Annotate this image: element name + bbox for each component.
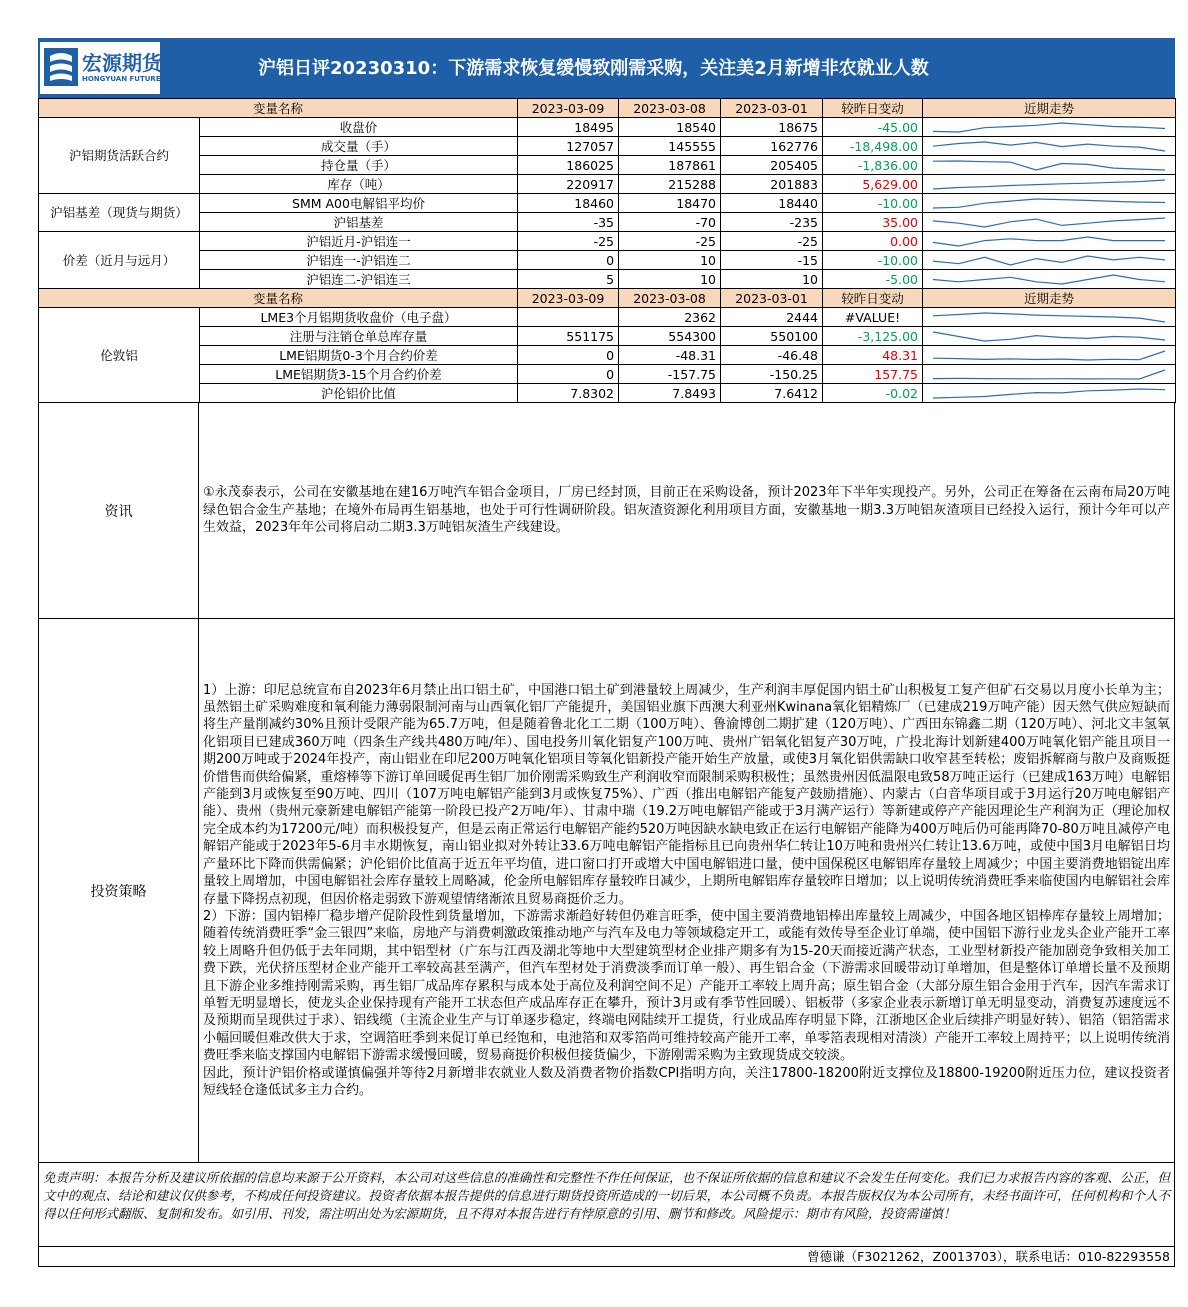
disclaimer: 免责声明：本报告分析及建议所依据的信息均来源于公开资料，本公司对这些信息的准确性和完整性不作任何保证，也不保证所依据的信息和建议不会发生任何变化。我们已力求报告内容的客观、公正，但文中的观点、结论和建议仅供参考，不构成任何投资建议。投资者依据本报告提供的信息进行期货投资所造成的一切后果，本公司概不负责。本报告版权仅为本公司所有，未经书面许可，任何机构和个人不得以任何形式翻版、复制和发布。如引用、刊发，需注明出处为宏源期货，且不得对本报告进行有悖原意的引用、删节和修改。风险提示：期市有风险，投资需谨慎！ (38, 1163, 1175, 1247)
trend-sparkline (923, 194, 1176, 213)
value-cell: 0 (518, 365, 619, 384)
table-row (39, 270, 1176, 289)
trend-sparkline (923, 365, 1176, 384)
sparkline-chart (923, 233, 1175, 250)
news-section (38, 403, 1175, 619)
change-cell: -10.00 (823, 194, 923, 213)
table-row (39, 232, 1176, 251)
trend-sparkline (923, 270, 1176, 289)
trend-sparkline (923, 118, 1176, 137)
trend-sparkline (923, 232, 1176, 251)
value-cell: -157.75 (619, 365, 721, 384)
change-cell: -45.00 (823, 118, 923, 137)
change-cell: 0.00 (823, 232, 923, 251)
value-cell: -35 (518, 213, 619, 232)
variable-name: SMM A00电解铝平均价 (200, 194, 518, 213)
value-cell: 220917 (518, 175, 619, 194)
variable-name: LME铝期货3-15个月合约价差 (200, 365, 518, 384)
variable-name: LME铝期货0-3个月合约价差 (200, 346, 518, 365)
column-header: 2023-03-01 (721, 289, 823, 308)
sparkline-series (933, 237, 1165, 246)
group-label: 伦敦铝 (39, 308, 200, 403)
group-label: 沪铝期货活跃合约 (39, 118, 200, 194)
column-header: 较昨日变动 (823, 289, 923, 308)
value-cell: 550100 (721, 327, 823, 346)
sparkline-chart (923, 385, 1175, 402)
variable-name: 沪铝连一-沪铝连二 (200, 251, 518, 270)
value-cell: 5 (518, 270, 619, 289)
trend-sparkline (923, 346, 1176, 365)
value-cell: 187861 (619, 156, 721, 175)
hongyuan-logo-icon (44, 48, 78, 86)
value-cell: 7.6412 (721, 384, 823, 403)
sparkline-chart (923, 328, 1175, 345)
trend-sparkline (923, 251, 1176, 270)
change-cell: 157.75 (823, 365, 923, 384)
data-table (38, 98, 1176, 403)
value-cell: 162776 (721, 137, 823, 156)
strategy-section (38, 619, 1175, 1163)
sparkline-chart (923, 252, 1175, 269)
domestic-header-row (39, 99, 1176, 118)
variable-name: 持仓量（手） (200, 156, 518, 175)
sparkline-chart (923, 157, 1175, 174)
change-cell: -10.00 (823, 251, 923, 270)
value-cell: 7.8493 (619, 384, 721, 403)
sparkline-series (933, 332, 1165, 341)
value-cell: -46.48 (721, 346, 823, 365)
value-cell: 554300 (619, 327, 721, 346)
group-label: 价差（近月与远月） (39, 232, 200, 289)
trend-sparkline (923, 137, 1176, 156)
value-cell: -25 (721, 232, 823, 251)
value-cell: -25 (518, 232, 619, 251)
value-cell: -25 (619, 232, 721, 251)
variable-name: 沪铝近月-沪铝连一 (200, 232, 518, 251)
column-header: 2023-03-08 (619, 289, 721, 308)
value-cell: 215288 (619, 175, 721, 194)
column-header: 变量名称 (39, 289, 518, 308)
logo-english-name: HONGYUAN FUTURES (82, 75, 166, 83)
value-cell: 18470 (619, 194, 721, 213)
table-row (39, 156, 1176, 175)
sparkline-series (933, 351, 1165, 360)
analyst-contact: 曾德谦（F3021262，Z0013703），联系电话：010-82293558 (38, 1247, 1175, 1267)
value-cell: 0 (518, 251, 619, 270)
change-cell: 35.00 (823, 213, 923, 232)
value-cell: 201883 (721, 175, 823, 194)
sparkline-series (933, 275, 1165, 284)
report-title: 沪铝日评20230310：下游需求恢复缓慢致刚需采购，关注美2月新增非农就业人数 (258, 58, 929, 79)
column-header: 变量名称 (39, 99, 518, 118)
value-cell: -48.31 (619, 346, 721, 365)
value-cell (518, 308, 619, 327)
value-cell: 2362 (619, 308, 721, 327)
logo-chinese-name: 宏源期货 (82, 51, 162, 75)
sparkline-chart (923, 366, 1175, 383)
trend-sparkline (923, 213, 1176, 232)
trend-sparkline (923, 308, 1176, 327)
lme-header-row (39, 289, 1176, 308)
sparkline-series (933, 123, 1165, 132)
strategy-conclusion: 因此，预计沪铝价格或谨慎偏强并等待2月新增非农就业人数及消费者物价指数CPI指明方向，关注17800-18200附近支撑位及18800-19200附近压力位，建议投资者短线轻仓逢低试多主力合约。 (203, 1065, 1170, 1098)
sparkline-chart (923, 119, 1175, 136)
value-cell: 205405 (721, 156, 823, 175)
table-row (39, 175, 1176, 194)
change-cell: 48.31 (823, 346, 923, 365)
change-cell: -1,836.00 (823, 156, 923, 175)
column-header: 近期走势 (923, 289, 1176, 308)
sparkline-chart (923, 271, 1175, 288)
sparkline-series (933, 389, 1165, 398)
column-header: 近期走势 (923, 99, 1176, 118)
sparkline-series (933, 370, 1165, 379)
column-header: 2023-03-09 (518, 289, 619, 308)
sparkline-chart (923, 347, 1175, 364)
sparkline-series (933, 161, 1165, 170)
column-header: 2023-03-01 (721, 99, 823, 118)
variable-name: 库存（吨） (200, 175, 518, 194)
column-header: 2023-03-08 (619, 99, 721, 118)
table-row (39, 118, 1176, 137)
report-header (38, 38, 1175, 98)
column-header: 2023-03-09 (518, 99, 619, 118)
sparkline-series (933, 256, 1165, 265)
report-sheet (38, 38, 1175, 1267)
strategy-label: 投资策略 (39, 619, 199, 1162)
value-cell: -15 (721, 251, 823, 270)
table-row (39, 308, 1176, 327)
table-row (39, 194, 1176, 213)
column-header: 较昨日变动 (823, 99, 923, 118)
news-label: 资讯 (39, 403, 199, 618)
variable-name: 注册与注销仓单总库存量 (200, 327, 518, 346)
value-cell: 7.8302 (518, 384, 619, 403)
value-cell: 551175 (518, 327, 619, 346)
table-row (39, 384, 1176, 403)
value-cell: 186025 (518, 156, 619, 175)
change-cell: -0.02 (823, 384, 923, 403)
table-row (39, 365, 1176, 384)
value-cell: 145555 (619, 137, 721, 156)
value-cell: 18460 (518, 194, 619, 213)
value-cell: 0 (518, 346, 619, 365)
sparkline-chart (923, 138, 1175, 155)
variable-name: 成交量（手） (200, 137, 518, 156)
sparkline-series (933, 218, 1165, 227)
sparkline-series (933, 180, 1165, 189)
sparkline-series (933, 313, 1165, 322)
change-cell: 5,629.00 (823, 175, 923, 194)
strategy-upstream: 1）上游：印尼总统宣布自2023年6月禁止出口铝土矿，中国港口铝土矿到港量较上周减少，生产利润丰厚促国内铝土矿山积极复工复产但矿石交易以月度小长单为主；虽然铝土矿采购难度和氧利能力薄弱限制河南与山西氧化铝厂产能提升，美国铝业旗下西澳大利亚州Kwinana氧化铝精炼厂（已建成219万吨产能）因天然气供应短缺而将生产量削减约30%且预计受限产能为65.7万吨，但是随着鲁北化工二期（100万吨）、鲁渝博创二期扩建（120万吨）、广西田东锦鑫二期（120万吨）、河北文丰氢氧化铝项目已建成360万吨（四条生产线共480万吨/年）、国电投务川氧化铝复产100万吨、贵州广铝氧化铝复产30万吨，广投北海计划新建400万吨氧化铝产能且项目一期200万吨或于2024年投产，南山铝业在印尼200万吨氧化铝项目等氧化铝新投产能开始生产放量，或使3月氧化铝供需缺口收窄甚至转松；废铝拆解商与散户及商贩挺价惜售而供给偏紧，重熔棒等下游订单回暖促再生铝厂加价刚需采购致生产利润收窄而限制采购积极性；虽然贵州因低温限电致58万吨正运行（已建成163万吨）电解铝产能到3月或恢复至90万吨、四川（107万吨电解铝产能到3月或恢复75%）、广西（推出电解铝产能复产鼓励措施）、内蒙古（白音华项目或于3月运行20万吨电解铝产能）、贵州（贵州元豪新建电解铝产能第一阶段已投产2万吨/年）、甘肃中瑞（19.2万吨电解铝产能或于3月满产运行）等新建或停产产能因理论生产利润为正（理论加权完全成本约为17200元/吨）而积极投复产，但是云南正常运行电解铝产能约520万吨因缺水缺电致正在运行电解铝产能降为400万吨后仍可能再降70-80万吨且减停产电解铝产能或于2023年5-6月丰水期恢复，南山铝业拟对外转让33.6万吨电解铝产能指标且已向贵州华仁转让10万吨和贵州兴仁转让13.6万吨，或使中国3月电解铝日均产量环比下降而供需偏紧；沪伦铝价比值高于近五年平均值，进口窗口打开或增大中国电解铝进口量，使中国保税区电解铝库存量较上周减少；中国主要消费地铝锭出库量较上周增加，中国电解铝社会库存量较上周略减，伦金所电解铝库存量较昨日减少，上期所电解铝库存量较昨日增加；以上说明传统消费旺季来临使国内电解铝社会库存量下降拐点初现，但因价格走弱致下游观望情绪渐浓且贸易商挺价乏力。 (203, 682, 1170, 907)
table-row (39, 213, 1176, 232)
value-cell: 2444 (721, 308, 823, 327)
value-cell: -70 (619, 213, 721, 232)
sparkline-chart (923, 195, 1175, 212)
value-cell: 18440 (721, 194, 823, 213)
trend-sparkline (923, 327, 1176, 346)
change-cell: #VALUE! (823, 308, 923, 327)
variable-name: LME3个月铝期货收盘价（电子盘） (200, 308, 518, 327)
value-cell: 18540 (619, 118, 721, 137)
table-row (39, 346, 1176, 365)
variable-name: 沪铝基差 (200, 213, 518, 232)
sparkline-chart (923, 309, 1175, 326)
change-cell: -5.00 (823, 270, 923, 289)
value-cell: 127057 (518, 137, 619, 156)
news-text: ①永茂泰表示，公司在安徽基地在建16万吨汽车铝合金项目，厂房已经封顶，目前正在采购设备，预计2023年下半年实现投产。另外，公司正在筹备在云南布局20万吨绿色铝合金生产基地；在境外布局再生铝基地，也处于可行性调研阶段。铝灰渣资源化利用项目方面，安徽基地一期3.3万吨铝灰渣项目已经投入运行，预计今年可以产生效益，2023年年公司将启动二期3.3万吨铝灰渣生产线建设。 (203, 485, 1170, 536)
value-cell: 18675 (721, 118, 823, 137)
variable-name: 沪铝连二-沪铝连三 (200, 270, 518, 289)
sparkline-series (933, 142, 1165, 151)
value-cell: -235 (721, 213, 823, 232)
value-cell: 18495 (518, 118, 619, 137)
value-cell: 10 (619, 251, 721, 270)
company-logo (40, 42, 166, 94)
table-row (39, 327, 1176, 346)
table-row (39, 251, 1176, 270)
table-row (39, 137, 1176, 156)
value-cell: 10 (619, 270, 721, 289)
variable-name: 沪伦铝价比值 (200, 384, 518, 403)
value-cell: 10 (721, 270, 823, 289)
change-cell: -3,125.00 (823, 327, 923, 346)
value-cell: -150.25 (721, 365, 823, 384)
trend-sparkline (923, 156, 1176, 175)
sparkline-chart (923, 176, 1175, 193)
sparkline-series (933, 199, 1165, 208)
strategy-downstream: 2）下游：国内铝棒厂稳步增产促阶段性到货量增加，下游需求渐趋好转但仍难言旺季，使中国主要消费地铝棒出库量较上周减少，中国各地区铝棒库存量较上周增加；随着传统消费旺季“金三银四”来临，房地产与消费刺激政策推动地产与汽车及电力等领域稳定开工，或能有效传导至企业订单端，使中国铝下游行业龙头企业产能开工率较上周略升但仍低于去年同期，其中铝型材（广东与江西及湖北等地中大型建筑型材企业排产期多有为15-20天而接近满产状态，工业型材新投产能加剧竞争致相关加工费下跌，光伏挤压型材企业产能开工率较高甚至满产，但汽车型材处于消费淡季而订单一般）、再生铝合金（下游需求回暖带动订单增加，但是整体订单增长量不及预期且下游企业多维持刚需采购，再生铝厂成品库存累积与成本处于高位及利润空间不足）产能开工率较上周升高；原生铝合金（大部分原生铝合金用于汽车，因汽车需求订单暂无明显增长，使龙头企业保持现有产能开工状态但产成品库存正在攀升，预计3月或有季节性回暖）、铝板带（多家企业表示新增订单无明显变动，消费复苏速度远不及预期而呈现供过于求）、铝线缆（主流企业生产与订单逐步稳定，终端电网陆续开工提货，行业成品库存明显下降，江浙地区企业后续排产明显好转）、铝箔（铝箔需求小幅回暖但难改供大于求，空调箔旺季到来促订单已经饱和，电池箔和双零箔尚可维持较高产能开工率，单零箔表现相对清淡）产能开工率较上周持平；以上说明传统消费旺季来临支撑国内电解铝下游需求缓慢回暖，贸易商挺价积极但接货偏少，下游刚需采购为主致现货成交较淡。 (203, 908, 1170, 1064)
group-label: 沪铝基差（现货与期货） (39, 194, 200, 232)
change-cell: -18,498.00 (823, 137, 923, 156)
sparkline-chart (923, 214, 1175, 231)
trend-sparkline (923, 175, 1176, 194)
trend-sparkline (923, 384, 1176, 403)
variable-name: 收盘价 (200, 118, 518, 137)
